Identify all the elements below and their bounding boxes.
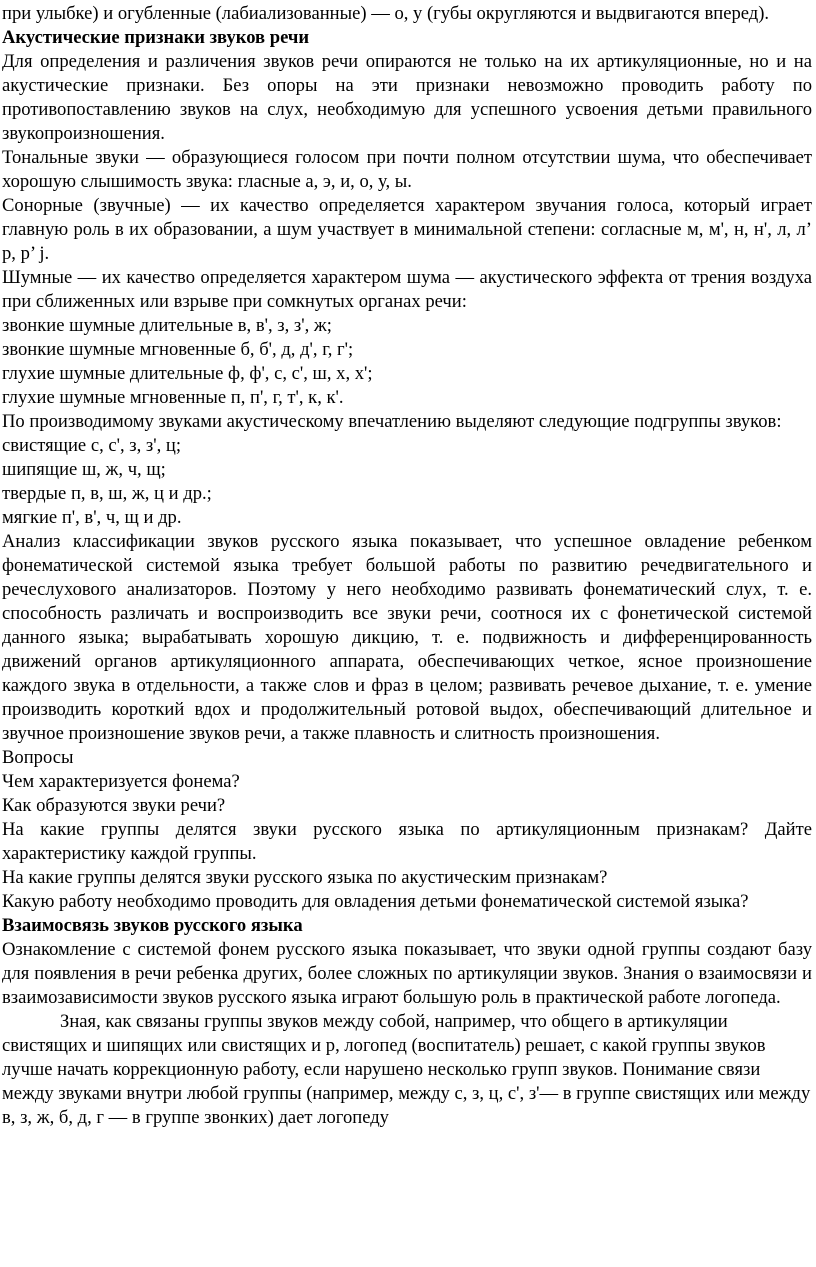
question-1: Чем характеризуется фонема? bbox=[2, 771, 240, 792]
question-3: На какие группы делятся звуки русского языка по артикуляционным признакам? Дайте характеристику каждой группы. bbox=[2, 819, 812, 864]
paragraph-phoneme-system: Ознакомление с системой фонем русского языка показывает, что звуки одной группы создают базу для появления в речи ребенка других, более сложных по артикуляции звуков. Знания о взаимосвязи и взаимозависимости звуков русского языка играют большую роль в практической работе логопеда. bbox=[2, 939, 812, 1008]
paragraph-classification-analysis: Анализ классификации звуков русского языка показывает, что успешное овладение ребенком фонематической системой языка требует большой работы по развитию речедвигательного и речеслухового анализаторов. Поэтому у него необходимо развивать фонематический слух, т. е. способность различать и воспроизводить все звуки речи, соотнося их с фонетической системой данного языка; вырабатывать хорошую дикцию, т. е. подвижность и дифференцированность движений органов артикуляционного аппарата, обеспечивающих четкое, ясное произношение каждого звука в отдельности, а также слов и фраз в целом; развивать речевое дыхание, т. е. умение производить короткий вдох и продолжительный ротовой выдох, обеспечивающий длительное и звучное произношение звуков речи, а также плавность и слитность произношения. bbox=[2, 531, 812, 744]
questions-label: Вопросы bbox=[2, 747, 74, 768]
paragraph-lip-rounding-end: при улыбке) и огубленные (лабиализованные) — о, у (губы округляются и выдвигаются вперед). bbox=[2, 3, 770, 24]
paragraph-tonal-sounds: Тональные звуки — образующиеся голосом при почти полном отсутствии шума, что обеспечивает хорошую слышимость звука: гласные а, э, и, о, у, ы. bbox=[2, 147, 812, 192]
list-item-hard: твердые п, в, ш, ж, ц и др.; bbox=[2, 483, 212, 504]
heading-acoustic-features: Акустические признаки звуков речи bbox=[2, 27, 310, 48]
paragraph-acoustic-intro: Для определения и различения звуков речи опираются не только на их артикуляционные, но и на акустические признаки. Без опоры на эти признаки невозможно проводить работу по противопоставлению звуков на слух, необходимую для успешного усвоения детьми правильного звукопроизношения. bbox=[2, 51, 812, 144]
list-item-whistling: свистящие с, с', з, з', ц; bbox=[2, 435, 182, 456]
paragraph-sonorant-sounds: Сонорные (звучные) — их качество определяется характером звучания голоса, который играет главную роль в их образовании, а шум участвует в минимальной степени: согласные м, м', н, н', л, л’ р, р’ j. bbox=[2, 195, 812, 264]
list-item-voiceless-continuant: глухие шумные длительные ф, ф', с, с', ш, х, х'; bbox=[2, 363, 373, 384]
list-item-hushing: шипящие ш, ж, ч, щ; bbox=[2, 459, 166, 480]
list-item-voiced-stop: звонкие шумные мгновенные б, б', д, д', г, г'; bbox=[2, 339, 354, 360]
list-item-voiced-continuant: звонкие шумные длительные в, в', з, з', ж; bbox=[2, 315, 332, 336]
paragraph-noisy-sounds: Шумные — их качество определяется характером шума — акустического эффекта от трения воздуха при сближенных или взрыве при сомкнутых органах речи: bbox=[2, 267, 812, 312]
heading-sound-relations: Взаимосвязь звуков русского языка bbox=[2, 915, 303, 936]
question-4: На какие группы делятся звуки русского языка по акустическим признакам? bbox=[2, 867, 608, 888]
question-2: Как образуются звуки речи? bbox=[2, 795, 226, 816]
paragraph-subgroups-intro: По производимому звуками акустическому впечатлению выделяют следующие подгруппы звуков: bbox=[2, 411, 782, 432]
question-5: Какую работу необходимо проводить для овладения детьми фонематической системой языка? bbox=[2, 891, 749, 912]
paragraph-group-relations: Зная, как связаны группы звуков между собой, например, что общего в артикуляции свистящих и шипящих или свистящих и р, логопед (воспитатель) решает, с какой группы звуков лучше начать коррекционную работу, если нарушено несколько групп звуков. Понимание связи между звуками внутри любой группы (например, между с, з, ц, с', з'— в группе свистящих или между в, з, ж, б, д, г — в группе звонких) дает логопеду bbox=[2, 1011, 811, 1128]
list-item-soft: мягкие п', в', ч, щ и др. bbox=[2, 507, 182, 528]
list-item-voiceless-stop: глухие шумные мгновенные п, п', г, т', к, к'. bbox=[2, 387, 344, 408]
